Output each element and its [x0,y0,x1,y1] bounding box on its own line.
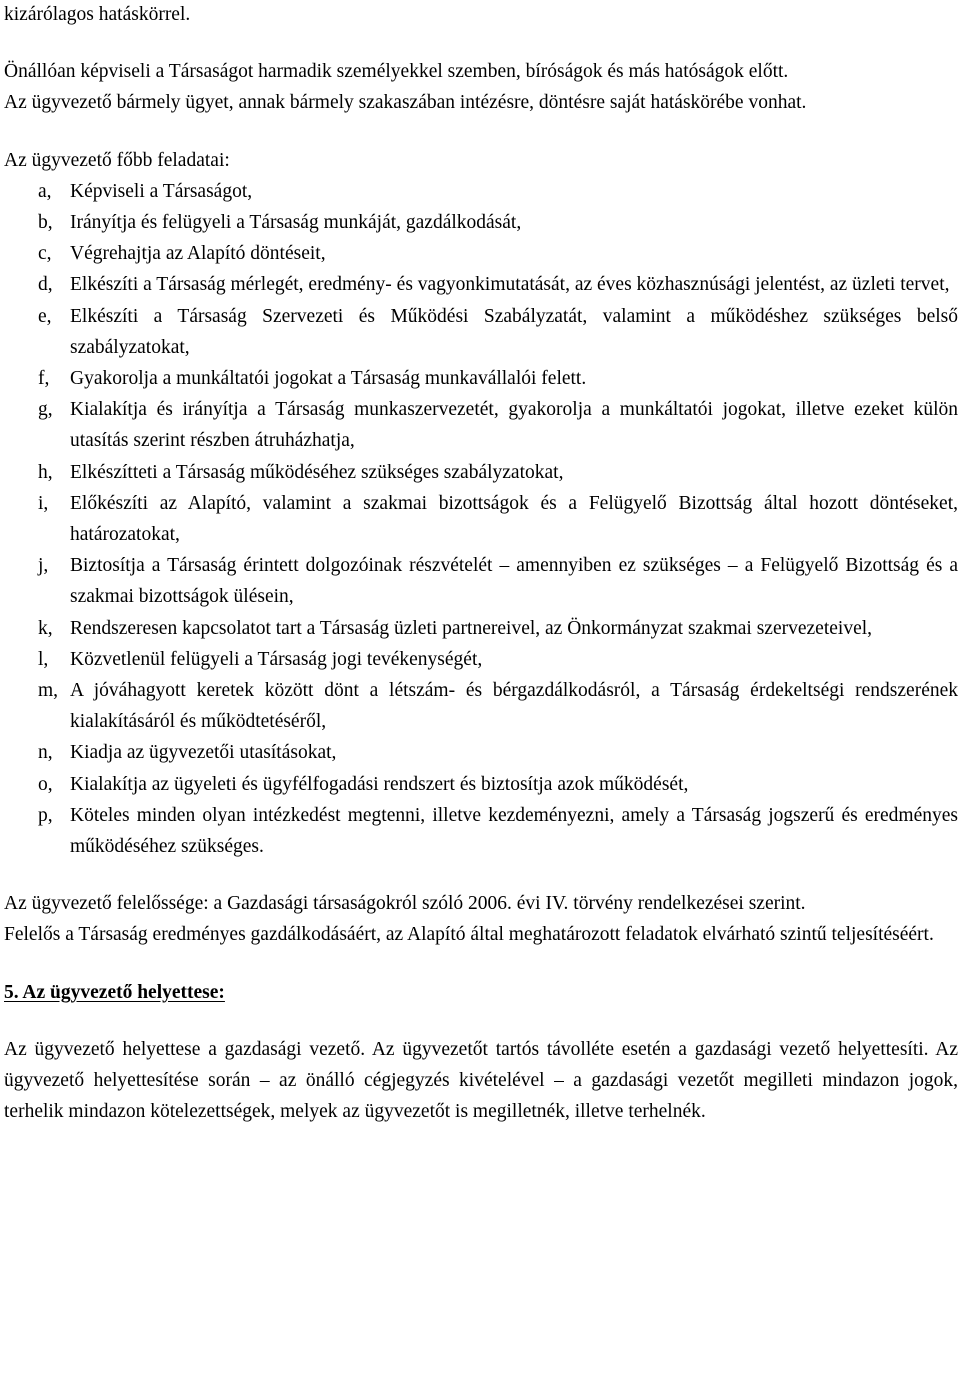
duty-item [4,675,958,737]
duty-item [4,550,958,612]
spacer [4,951,958,977]
duty-item [4,769,958,800]
spacer [4,862,958,888]
duty-item [4,176,958,207]
duty-text: Közvetlenül felügyeli a Társaság jogi tevékenységét, [70,648,483,670]
duty-item [4,644,958,675]
duty-item [4,301,958,363]
duty-item [4,207,958,238]
duty-item [4,394,958,456]
duty-text: Kialakítja és irányítja a Társaság munkaszervezetét, gyakorolja a munkáltatói jogokat, illetve ezeket külön utasítás szerint részben átruházhatja, [70,399,958,452]
duty-item [4,457,958,488]
duty-letter: g, [38,399,53,421]
document-page [4,0,958,1128]
duty-text: Képviseli a Társaságot, [70,180,253,202]
spacer [4,119,958,145]
duty-text: Végrehajtja az Alapító döntéseit, [70,243,326,265]
duty-letter: i, [38,492,49,514]
duties-title: Az ügyvezető főbb feladatai: [4,149,230,171]
spacer [4,1008,958,1034]
duty-letter: m, [38,680,59,702]
duty-item [4,488,958,550]
duty-letter: k, [38,617,53,639]
duty-text: Biztosítja a Társaság érintett dolgozóinak részvételét – amennyiben ez szükséges – a Felügyelő Bizottság és a szakmai bizottságok ülésein, [70,555,958,608]
intro-paragraph-representation: Önállóan képviseli a Társaságot harmadik személyekkel szemben, bíróságok és más hatóságok előtt. [4,61,789,83]
deputy-paragraph: Az ügyvezető helyettese a gazdasági vezető. Az ügyvezetőt tartós távolléte esetén a gazdasági vezető helyettesíti. Az ügyvezető helyettesítése során – az önálló cégjegyzés kivételével – a gazdasági vezetőt megilleti mindazon jogok, terhelik mindazon kötelezettségek, melyek az ügyvezetőt is megilletnék, illetve terhelnék. [4,1038,958,1123]
duty-letter: c, [38,243,52,265]
duties-list [4,176,958,862]
duty-letter: a, [38,180,52,202]
duty-item [4,737,958,768]
duty-text: Köteles minden olyan intézkedést megtenni, illetve kezdeményezni, amely a Társaság jogszerű és eredményes működéséhez szükséges. [70,804,958,858]
duty-item [4,363,958,394]
responsibility-paragraph: Az ügyvezető felelőssége: a Gazdasági társaságokról szóló 2006. évi IV. törvény rendelkezései szerint. [4,893,806,915]
duty-text: Előkészíti az Alapító, valamint a szakmai bizottságok és a Felügyelő Bizottság által hozott döntéseket, határozatokat, [70,492,958,546]
duty-letter: l, [38,648,49,670]
spacer [4,30,958,56]
duty-item [4,238,958,269]
duty-letter: b, [38,212,53,234]
duty-text: A jóváhagyott keretek között dönt a létszám- és bérgazdálkodásról, a Társaság érdekeltségi rendszerének kialakításáról és működtetéséről, [70,680,958,733]
duty-text: Irányítja és felügyeli a Társaság munkáját, gazdálkodását, [70,212,522,234]
duty-text: Gyakorolja a munkáltatói jogokat a Társaság munkavállalói felett. [70,368,587,390]
duty-letter: n, [38,742,53,764]
duty-item [4,613,958,644]
duty-letter: p, [38,804,53,826]
duty-text: Elkészíti a Társaság mérlegét, eredmény- és vagyonkimutatását, az éves közhasznúsági jelentést, az üzleti tervet, [70,274,950,296]
intro-paragraph-authority: Az ügyvezető bármely ügyet, annak bármely szakaszában intézésre, döntésre saját hatáskörébe vonhat. [4,92,807,114]
duty-letter: o, [38,773,53,795]
duty-text: Rendszeresen kapcsolatot tart a Társaság üzleti partnereivel, az Önkormányzat szakmai szervezeteivel, [70,617,873,639]
duty-letter: f, [38,368,50,390]
intro-fragment: kizárólagos hatáskörrel. [4,4,191,25]
duty-text: Kialakítja az ügyeleti és ügyfélfogadási rendszert és biztosítja azok működését, [70,773,689,795]
duty-letter: d, [38,274,53,296]
duty-item [4,269,958,300]
accountability-paragraph: Felelős a Társaság eredményes gazdálkodásáért, az Alapító által meghatározott feladatok elvárható szintű teljesítéséért. [4,924,934,946]
duty-item [4,800,958,862]
duty-text: Elkészíti a Társaság Szervezeti és Működési Szabályzatát, valamint a működéshez szükséges belső szabályzatokat, [70,305,958,358]
duty-letter: h, [38,461,53,483]
duty-text: Elkészítteti a Társaság működéséhez szükséges szabályzatokat, [70,461,564,483]
duty-text: Kiadja az ügyvezetői utasításokat, [70,742,337,764]
section-heading: 5. Az ügyvezető helyettese: [4,981,225,1003]
duty-letter: j, [38,555,49,577]
duty-letter: e, [38,305,52,327]
